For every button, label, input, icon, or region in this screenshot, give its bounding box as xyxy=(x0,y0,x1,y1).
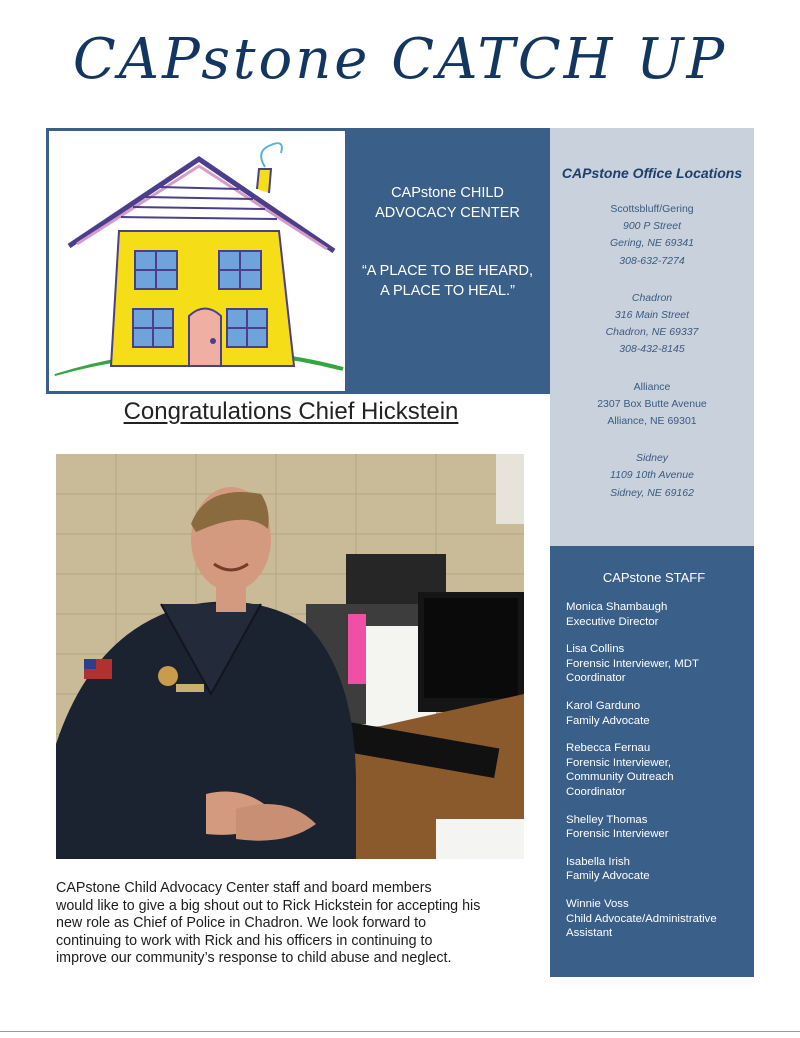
staff-name: Winnie Voss xyxy=(566,897,629,910)
office-street: 900 P Street xyxy=(623,220,681,233)
office-street: 316 Main Street xyxy=(614,309,690,322)
newsletter-title: CAPstone CATCH UP xyxy=(72,27,728,92)
article-line: continuing to work with Rick and his officers in continuing to xyxy=(56,932,433,949)
staff-name: Isabella Irish xyxy=(566,855,630,868)
slogan-line2: A PLACE TO HEAL.” xyxy=(380,283,515,299)
article-line: would like to give a big shout out to Rick Hickstein for accepting his xyxy=(56,897,481,914)
office-citystate: Chadron, NE 69337 xyxy=(605,326,699,339)
office-city: Alliance xyxy=(633,380,671,393)
house-drawing-icon xyxy=(49,131,345,391)
staff-role: Forensic Interviewer, MDT xyxy=(566,657,699,670)
office-city: Sidney xyxy=(635,452,669,465)
chief-hickstein-photo xyxy=(56,454,524,859)
office-citystate: Gering, NE 69341 xyxy=(609,237,695,250)
staff-role: Assistant xyxy=(566,927,613,940)
office-chadron xyxy=(550,290,754,359)
organization-name xyxy=(355,183,540,223)
office-phone: 308-432-8145 xyxy=(619,343,685,356)
staff-role: Family Advocate xyxy=(566,870,650,883)
staff-role: Forensic Interviewer xyxy=(566,828,669,841)
article-line: CAPstone Child Advocacy Center staff and board members xyxy=(56,880,432,896)
staff-panel xyxy=(550,546,754,977)
office-city: Chadron xyxy=(631,291,673,304)
staff-role: Coordinator xyxy=(566,785,626,798)
article-headline: Congratulations Chief Hickstein xyxy=(123,398,459,425)
office-citystate: Alliance, NE 69301 xyxy=(607,415,697,428)
office-city: Scottsbluff/Gering xyxy=(610,203,694,215)
office-sidney xyxy=(550,450,754,502)
office-citystate: Sidney, NE 69162 xyxy=(610,486,694,499)
staff-name: Rebecca Fernau xyxy=(566,742,651,755)
staff-member xyxy=(566,897,742,941)
staff-name: Monica Shambaugh xyxy=(566,601,668,613)
staff-member xyxy=(566,813,742,842)
office-phone: 308-632-7274 xyxy=(619,254,685,267)
organization-name-line1: CAPstone CHILD xyxy=(391,185,504,201)
hero-banner xyxy=(46,128,550,394)
staff-member xyxy=(566,642,742,686)
staff-role: Forensic Interviewer, xyxy=(566,756,672,769)
staff-role: Community Outreach xyxy=(566,771,674,784)
staff-member xyxy=(566,699,742,728)
staff-member xyxy=(566,600,742,629)
staff-member xyxy=(566,741,742,799)
staff-member xyxy=(566,855,742,884)
staff-role: Executive Director xyxy=(566,615,659,628)
hero-text-panel xyxy=(345,128,550,394)
staff-role: Child Advocate/Administrative xyxy=(566,912,717,925)
staff-list xyxy=(566,600,742,941)
office-street: 1109 10th Avenue xyxy=(610,469,694,482)
office-street: 2307 Box Butte Avenue xyxy=(597,397,707,410)
staff-title: CAPstone STAFF xyxy=(602,570,706,585)
staff-role: Family Advocate xyxy=(566,714,650,727)
office-alliance xyxy=(550,379,754,431)
office-locations-title: CAPstone Office Locations xyxy=(561,165,743,181)
slogan-line1: “A PLACE TO BE HEARD, xyxy=(361,263,534,279)
staff-name: Lisa Collins xyxy=(566,643,625,656)
article-line: new role as Chief of Police in Chadron. We look forward to xyxy=(56,915,427,932)
article-body xyxy=(56,880,526,968)
staff-name: Shelley Thomas xyxy=(566,813,648,826)
office-scottsbluff-gering xyxy=(550,201,754,270)
organization-name-line2: ADVOCACY CENTER xyxy=(375,205,520,221)
article-line: improve our community’s response to child abuse and neglect. xyxy=(56,950,452,967)
bottom-divider xyxy=(0,1031,800,1032)
staff-role: Coordinator xyxy=(566,672,626,685)
office-locations-panel xyxy=(550,128,754,546)
staff-name: Karol Garduno xyxy=(566,699,641,712)
slogan xyxy=(351,261,544,301)
